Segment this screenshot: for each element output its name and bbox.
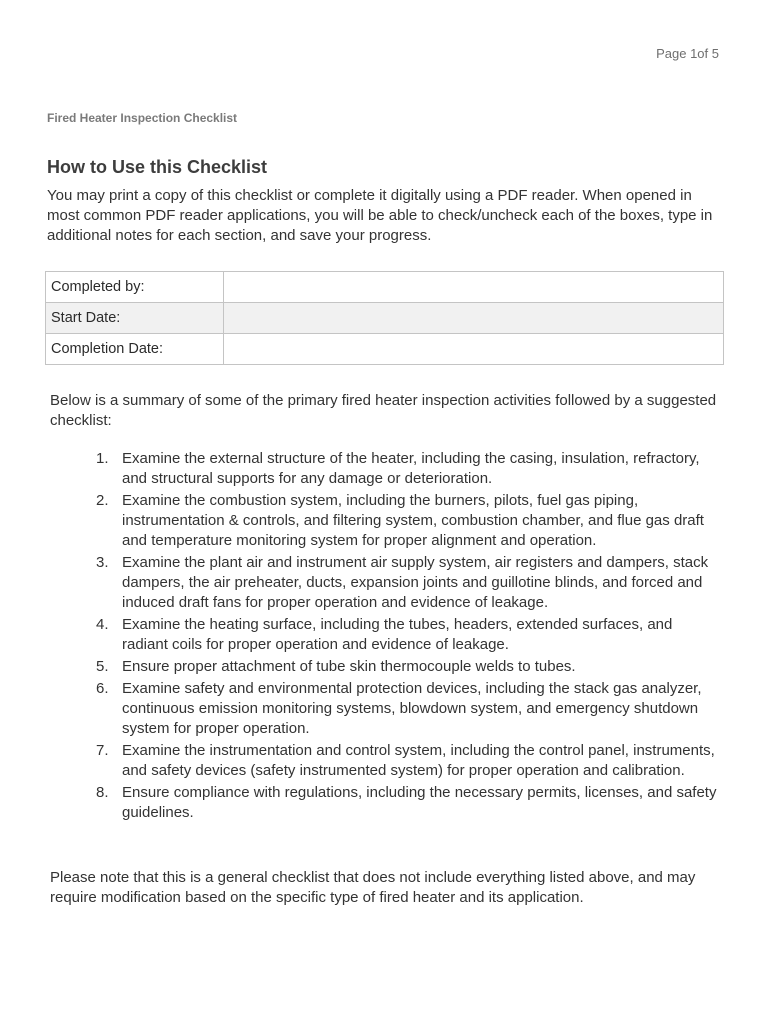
table-row (46, 303, 724, 334)
list-item-number: 7. (96, 742, 109, 759)
list-item-text: Examine the heating surface, including the tubes, headers, extended surfaces, and radiant coils for proper operation and evidence of leakage. (122, 616, 673, 653)
completed-by-field[interactable] (224, 272, 724, 303)
list-item-number: 2. (96, 492, 109, 509)
list-item-text: Examine safety and environmental protection devices, including the stack gas analyzer, continuous emission monitoring systems, blowdown system, and emergency shutdown system for proper operation. (122, 680, 702, 737)
list-item (96, 491, 722, 551)
inspection-activities-list (96, 449, 722, 825)
completion-info-table (45, 271, 724, 365)
list-item-number: 4. (96, 616, 109, 633)
table-row (46, 334, 724, 365)
completion-date-label: Completion Date: (46, 334, 224, 365)
list-item (96, 679, 722, 739)
section-title: How to Use this Checklist (47, 157, 268, 177)
summary-paragraph: Below is a summary of some of the primary fired heater inspection activities followed by a suggested checklist: (50, 392, 717, 429)
list-item-text: Examine the instrumentation and control system, including the control panel, instruments, and safety devices (safety instrumented system) for proper operation and calibration. (122, 742, 715, 779)
list-item-text: Ensure proper attachment of tube skin thermocouple welds to tubes. (122, 658, 576, 675)
list-item (96, 615, 722, 655)
closing-note: Please note that this is a general checklist that does not include everything listed above, and may require modification based on the specific type of fired heater and its application. (50, 869, 696, 906)
list-item (96, 657, 722, 677)
list-item-text: Ensure compliance with regulations, including the necessary permits, licenses, and safety guidelines. (122, 784, 717, 821)
table-row (46, 272, 724, 303)
list-item-number: 1. (96, 450, 109, 467)
start-date-label: Start Date: (46, 303, 224, 334)
document-label: Fired Heater Inspection Checklist (47, 111, 238, 125)
list-item-number: 8. (96, 784, 109, 801)
start-date-field[interactable] (224, 303, 724, 334)
list-item (96, 553, 722, 613)
list-item (96, 449, 722, 489)
intro-paragraph: You may print a copy of this checklist or complete it digitally using a PDF reader. When opened in most common PDF reader applications, you will be able to check/uncheck each of the boxes, type in additional notes for each section, and save your progress. (47, 187, 713, 244)
list-item (96, 741, 722, 781)
completion-date-field[interactable] (224, 334, 724, 365)
list-item-text: Examine the external structure of the heater, including the casing, insulation, refractory, and structural supports for any damage or deterioration. (122, 450, 700, 487)
list-item (96, 783, 722, 823)
list-item-number: 6. (96, 680, 109, 697)
list-item-number: 3. (96, 554, 109, 571)
list-item-number: 5. (96, 658, 109, 675)
list-item-text: Examine the combustion system, including the burners, pilots, fuel gas piping, instrumentation & controls, and filtering system, combustion chamber, and flue gas draft and temperature monitoring system for proper alignment and operation. (122, 492, 704, 549)
list-item-text: Examine the plant air and instrument air supply system, air registers and dampers, stack dampers, the air preheater, ducts, expansion joints and guillotine blinds, and forced and induced draft fans for proper operation and evidence of leakage. (122, 554, 709, 611)
completed-by-label: Completed by: (46, 272, 224, 303)
page-number: Page 1of 5 (656, 46, 719, 61)
